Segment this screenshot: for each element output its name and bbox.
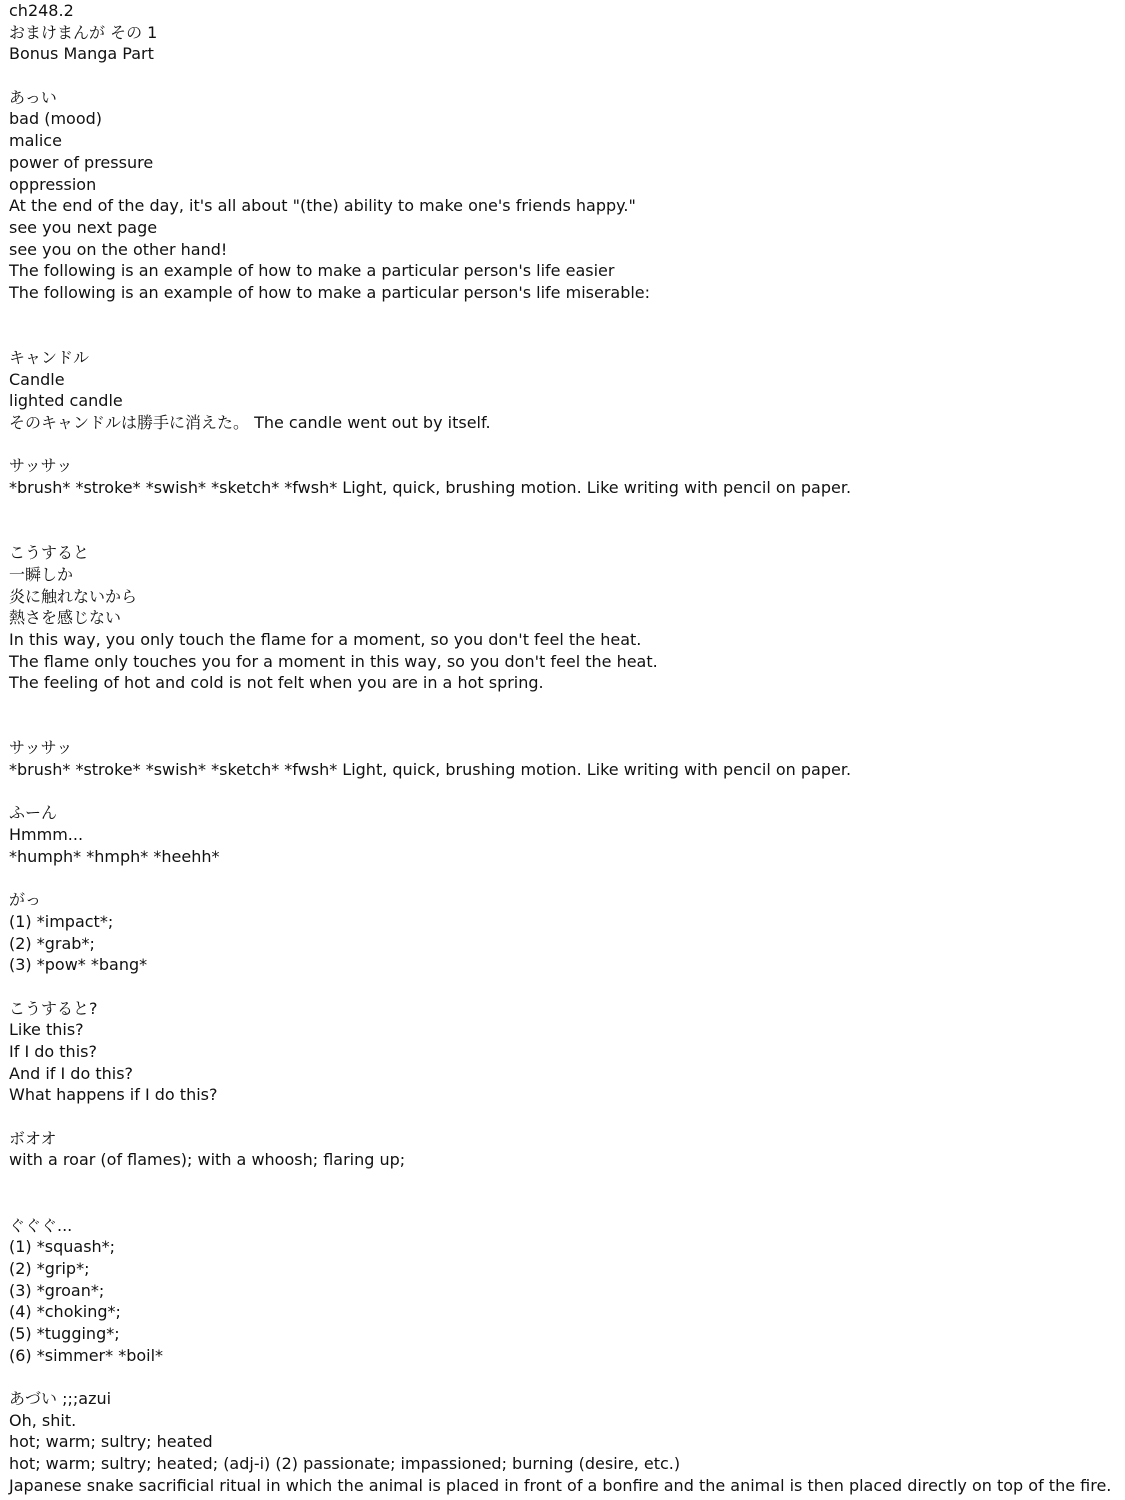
text-line: *brush* *stroke* *swish* *sketch* *fwsh* Light, quick, brushing motion. Like writing with pencil on paper. [9,760,852,780]
text-line: *humph* *hmph* *heehh* [9,846,220,866]
blank-line [9,1366,1119,1388]
text-line: ch248.2 [9,1,74,20]
text-line: see you on the other hand! [9,239,228,259]
text-line: こうすると? [9,998,98,1018]
text-line: (3) *groan*; [9,1280,105,1300]
text-line: (6) *simmer* *boil* [9,1345,164,1365]
text-line: The flame only touches you for a moment in this way, so you don't feel the heat. [9,651,658,671]
blank-line [9,325,1119,347]
text-line: Bonus Manga Part [9,44,154,64]
text-line: At the end of the day, it's all about "(the) ability to make one's friends happy." [9,196,636,216]
text-line: And if I do this? [9,1063,134,1083]
text-line: The following is an example of how to make a particular person's life miserable: [9,282,651,302]
text-line: bad (mood) [9,109,103,129]
text-line: What happens if I do this? [9,1085,218,1105]
blank-line [9,434,1119,456]
blank-line [9,499,1119,521]
text-line: power of pressure [9,152,154,172]
text-line: こうすると [9,543,90,563]
text-line: *brush* *stroke* *swish* *sketch* *fwsh* Light, quick, brushing motion. Like writing with pencil on paper. [9,478,852,498]
text-line: (1) *impact*; [9,911,114,931]
text-line: サッサッ [9,738,73,758]
text-line: malice [9,131,62,151]
text-line: ぐぐぐ... [9,1215,73,1235]
text-line: 熱さを感じない [9,608,122,628]
text-line: Hmmm... [9,825,84,845]
blank-line [9,521,1119,543]
blank-line [9,694,1119,716]
text-line: (1) *squash*; [9,1237,116,1257]
text-line: キャンドル [9,348,90,367]
text-line: (2) *grab*; [9,933,95,953]
text-line: 炎に触れないから [9,586,138,606]
text-line: The feeling of hot and cold is not felt when you are in a hot spring. [9,673,544,693]
blank-line [9,65,1119,87]
text-line: see you next page [9,217,158,237]
text-line: がっ [9,890,42,910]
text-line: ボオオ [9,1128,57,1148]
text-line: Candle [9,369,65,389]
text-line: Oh, shit. [9,1410,77,1430]
text-line: In this way, you only touch the flame for a moment, so you don't feel the heat. [9,629,642,649]
blank-line [9,868,1119,890]
text-line: (2) *grip*; [9,1258,90,1278]
text-line: hot; warm; sultry; heated [9,1432,213,1452]
text-line: Japanese snake sacrificial ritual in which the animal is placed in front of a bonfire and the animal is then placed directly on top of the fire. [9,1475,1112,1495]
text-line: oppression [9,174,97,194]
text-line: lighted candle [9,391,123,411]
text-line: with a roar (of flames); with a whoosh; flaring up; [9,1150,406,1170]
blank-line [9,716,1119,738]
text-line: The following is an example of how to make a particular person's life easier [9,261,615,281]
text-line: あづい ;;;azui [9,1389,112,1408]
text-line: ふーん [9,803,58,823]
text-line: (5) *tugging*; [9,1323,120,1343]
text-line: (3) *pow* *bang* [9,955,148,975]
text-line: 一瞬しか [9,564,74,584]
blank-line [9,1193,1119,1215]
text-line: おまけまんが その 1 [9,22,158,42]
text-line: Like this? [9,1020,84,1040]
text-line: (4) *choking*; [9,1302,121,1322]
text-line: サッサッ [9,456,73,476]
text-line: そのキャンドルは勝手に消えた。 The candle went out by itself. [9,413,491,433]
text-line: If I do this? [9,1042,97,1061]
blank-line [9,781,1119,803]
blank-line [9,1106,1119,1128]
text-line: hot; warm; sultry; heated; (adj-i) (2) passionate; impassioned; burning (desire, etc.) [9,1454,681,1474]
blank-line [9,1171,1119,1193]
translation-notes-document [9,0,1119,1496]
text-line: あっい [9,87,57,107]
blank-line [9,304,1119,326]
blank-line [9,976,1119,998]
